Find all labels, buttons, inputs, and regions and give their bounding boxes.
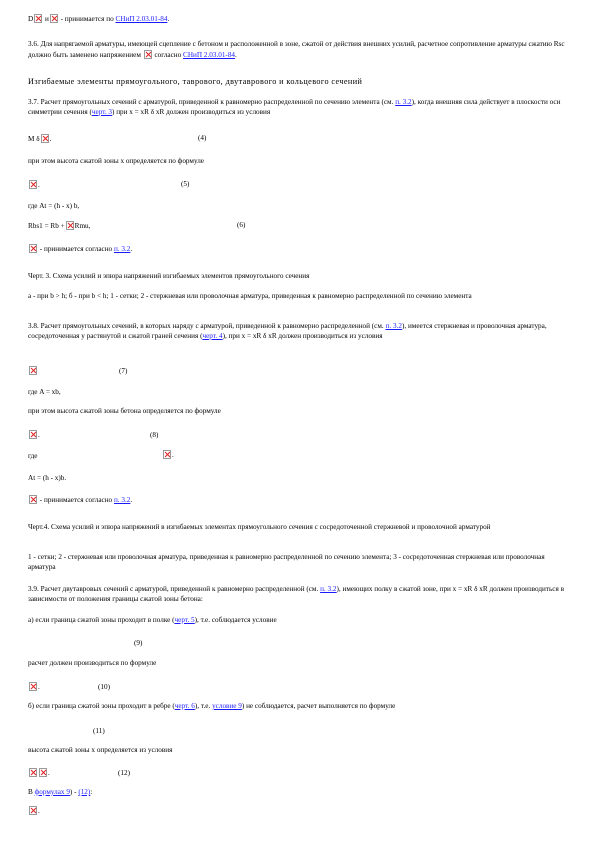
line-d-clause: D и - принимается по СНиП 2.03.01-84.	[28, 15, 170, 23]
formula-7	[28, 366, 568, 377]
broken-image-icon	[34, 14, 42, 23]
broken-image-icon	[41, 134, 49, 143]
where-label: где	[28, 452, 38, 460]
equation-number-6: (6)	[237, 221, 246, 229]
link-p32[interactable]: п. 3.2	[395, 98, 412, 106]
where-at: где At = (h - x) b,	[28, 202, 80, 210]
formula-final: .	[28, 806, 568, 817]
accepted-by-2: - принимается согласно п. 3.2.	[28, 495, 568, 506]
link-p32[interactable]: п. 3.2	[320, 585, 337, 593]
broken-image-icon	[29, 495, 37, 504]
equation-number: (7)	[119, 367, 128, 375]
text-height-formula-2: при этом высота сжатой зоны бетона определяется по формуле	[28, 407, 221, 415]
link-p32[interactable]: п. 3.2	[113, 496, 131, 504]
link-formula12[interactable]: (12)	[78, 788, 91, 796]
formula-10: .	[28, 682, 568, 693]
broken-image-icon	[29, 180, 37, 189]
formula-5: .	[28, 180, 568, 191]
link-p32[interactable]: п. 3.2	[385, 322, 402, 330]
broken-image-icon	[50, 14, 58, 23]
broken-image-icon	[29, 430, 37, 439]
formula-12: .	[28, 768, 568, 779]
calc-text-2: высота сжатой зоны x определяется из условия	[28, 746, 173, 754]
at-definition: At = (h - x)b.	[28, 474, 67, 482]
accepted-by: - принимается согласно п. 3.2.	[28, 244, 568, 255]
link-chert3[interactable]: черт. 3	[91, 107, 113, 116]
formula-4: M δ .	[28, 135, 52, 143]
equation-number: (12)	[118, 769, 130, 777]
text-height-formula: при этом высота сжатой зоны x определяется по формуле	[28, 157, 204, 165]
broken-image-icon	[144, 50, 152, 59]
link-snip[interactable]: СНиП 2.03.01-84	[115, 15, 168, 23]
link-condition9[interactable]: условие 9	[212, 702, 242, 710]
chert4-caption: Черт.4. Схема усилий и эпюра напряжений в изгибаемых элементах прямоугольного сечения с сосредоточенной стержневой и проволочной арматурой	[28, 523, 491, 531]
case-b: б) если граница сжатой зоны проходит в ребре (черт. 6), т.е. условие 9) не соблюдается, расчет выполняется по формуле	[28, 702, 396, 710]
formula-6: Rbs1 = Rb + Rmu,	[28, 222, 91, 230]
calc-text: расчет должен производиться по формуле	[28, 659, 157, 667]
chert3-legend: а - при b > h; б - при b < h; 1 - сетки; 2 - стержневая или проволочная арматура, приведенная к равномерно распределенной по сечению элемента	[28, 292, 472, 300]
formula-inline: .	[162, 450, 174, 459]
where-a: где A = xb,	[28, 388, 61, 396]
broken-image-icon	[29, 768, 37, 777]
equation-number: (9)	[134, 639, 143, 647]
section-heading: Изгибаемые элементы прямоугольного, таврового, двутаврового и кольцевого сечений	[28, 77, 363, 86]
equation-number: (10)	[98, 683, 110, 691]
equation-number: (11)	[93, 727, 105, 735]
paragraph-3-9: 3.9. Расчет двутавровых сечений с арматурой, приведенной к равномерно распределенной (см. п. 3.2), имеющих полку в сжатой зоне, при x = xR δ xR должен производиться в зависимости от положения границы сжатой зоны бетона:	[28, 585, 564, 603]
equation-number: (5)	[181, 180, 190, 188]
broken-image-icon	[66, 221, 74, 230]
broken-image-icon	[29, 682, 37, 691]
last-line: В формулах 9) - (12):	[28, 788, 93, 796]
chert4-legend: 1 - сетки; 2 - стержневая или проволочная арматура, приведенная к равномерно распределенной по сечению элемента; 3 - сосредоточенная стержневая или проволочная арматура	[28, 553, 545, 571]
broken-image-icon	[29, 244, 37, 253]
broken-image-icon	[29, 366, 37, 375]
case-a: а) если граница сжатой зоны проходит в полке (черт. 5), т.е. соблюдается условие	[28, 616, 277, 624]
link-chert5[interactable]: черт. 5	[174, 616, 195, 624]
broken-image-icon	[163, 450, 171, 459]
chert3-caption: Черт. 3. Схема усилий и эпюра напряжений изгибаемых элементов прямоугольного сечения	[28, 272, 310, 280]
link-chert4[interactable]: черт. 4	[202, 331, 223, 340]
link-p32[interactable]: п. 3.2	[113, 245, 131, 253]
paragraph-3-8: 3.8. Расчет прямоугольных сечений, в которых наряду с арматурой, приведенной к равномерно распределенной (см. п. 3.2), имеется стержневая и проволочная арматура, сосредоточенная у растянутой и сжатой граней сечения (черт. 4), при x = xR δ xR должен производиться из условия	[28, 322, 547, 340]
broken-image-icon	[29, 806, 37, 815]
paragraph-3-6: 3.6. Для напрягаемой арматуры, имеющей сцепление с бетоном и расположенной в зоне, сжатой от действия внешних усилий, расчетное сопротивление арматуры сжатию Rsc должно быть заменено напряжением согласно СНиП 2.03.01-84.	[28, 40, 565, 59]
link-formula9[interactable]: формулах 9	[34, 788, 70, 796]
equation-number: (4)	[198, 134, 207, 142]
formula-8: .	[28, 430, 568, 441]
equation-number: (8)	[150, 431, 159, 439]
link-snip[interactable]: СНиП 2.03.01-84	[183, 50, 236, 59]
broken-image-icon	[39, 768, 47, 777]
paragraph-3-7: 3.7. Расчет прямоугольных сечений с арматурой, приведенной к равномерно распределенной по сечению элемента (см. п. 3.2), когда внешняя сила действует в плоскости оси симметрии сечения (черт. 3) при x = xR δ xR должен производиться из условия	[28, 98, 561, 116]
link-chert6[interactable]: черт. 6	[174, 702, 195, 710]
